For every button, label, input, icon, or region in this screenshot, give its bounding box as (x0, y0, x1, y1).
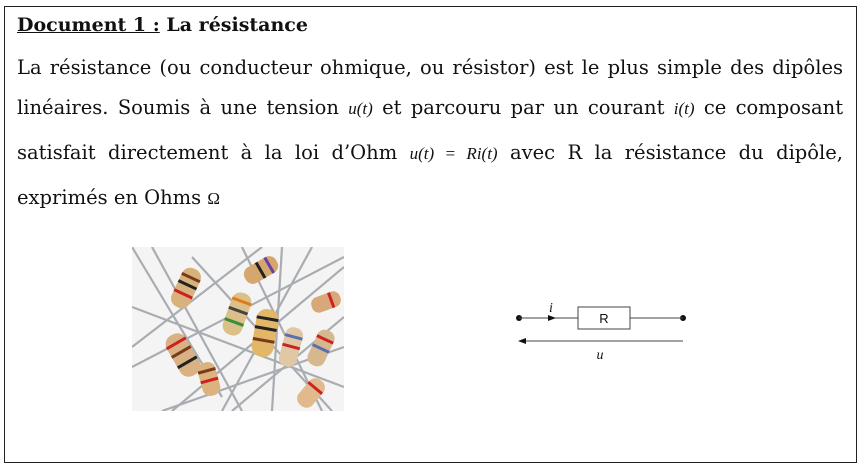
voltage-label: u (596, 348, 604, 363)
paragraph-line-2 (17, 96, 843, 126)
paragraph-line-1 (17, 56, 843, 86)
voltage-arrow-icon (518, 338, 526, 344)
resistors-photo (132, 247, 344, 411)
paragraph-text: exprimés en Ohms (17, 186, 202, 209)
math-u-of-t: u(t) (348, 99, 373, 118)
paragraph-line-3 (17, 141, 843, 171)
resistor-label: R (599, 311, 609, 326)
paragraph-line-4 (17, 186, 220, 216)
paragraph-text: satisfait directement à la loi d’Ohm (17, 141, 398, 164)
document-number: Document 1 : (17, 14, 160, 36)
current-label: i (549, 301, 553, 316)
paragraph-text: avec R la résistance du dipôle, (509, 141, 844, 164)
paragraph-text: ce composant (703, 96, 844, 119)
resistors-illustration (132, 247, 344, 411)
paragraph-text: La résistance (ou conducteur ohmique, ou résistor) est le plus simple des dipôles (17, 56, 843, 79)
math-ohm-symbol: Ω (207, 189, 220, 208)
paragraph-text: linéaires. Soumis à une tension (17, 96, 339, 119)
resistor-circuit-diagram (510, 296, 700, 366)
math-i-of-t: i(t) (673, 99, 695, 118)
document-heading: La résistance (159, 14, 308, 36)
paragraph-text: et parcouru par un courant (382, 96, 665, 119)
document-title (17, 14, 308, 36)
math-ohm-law: u(t) = Ri(t) (409, 144, 498, 163)
